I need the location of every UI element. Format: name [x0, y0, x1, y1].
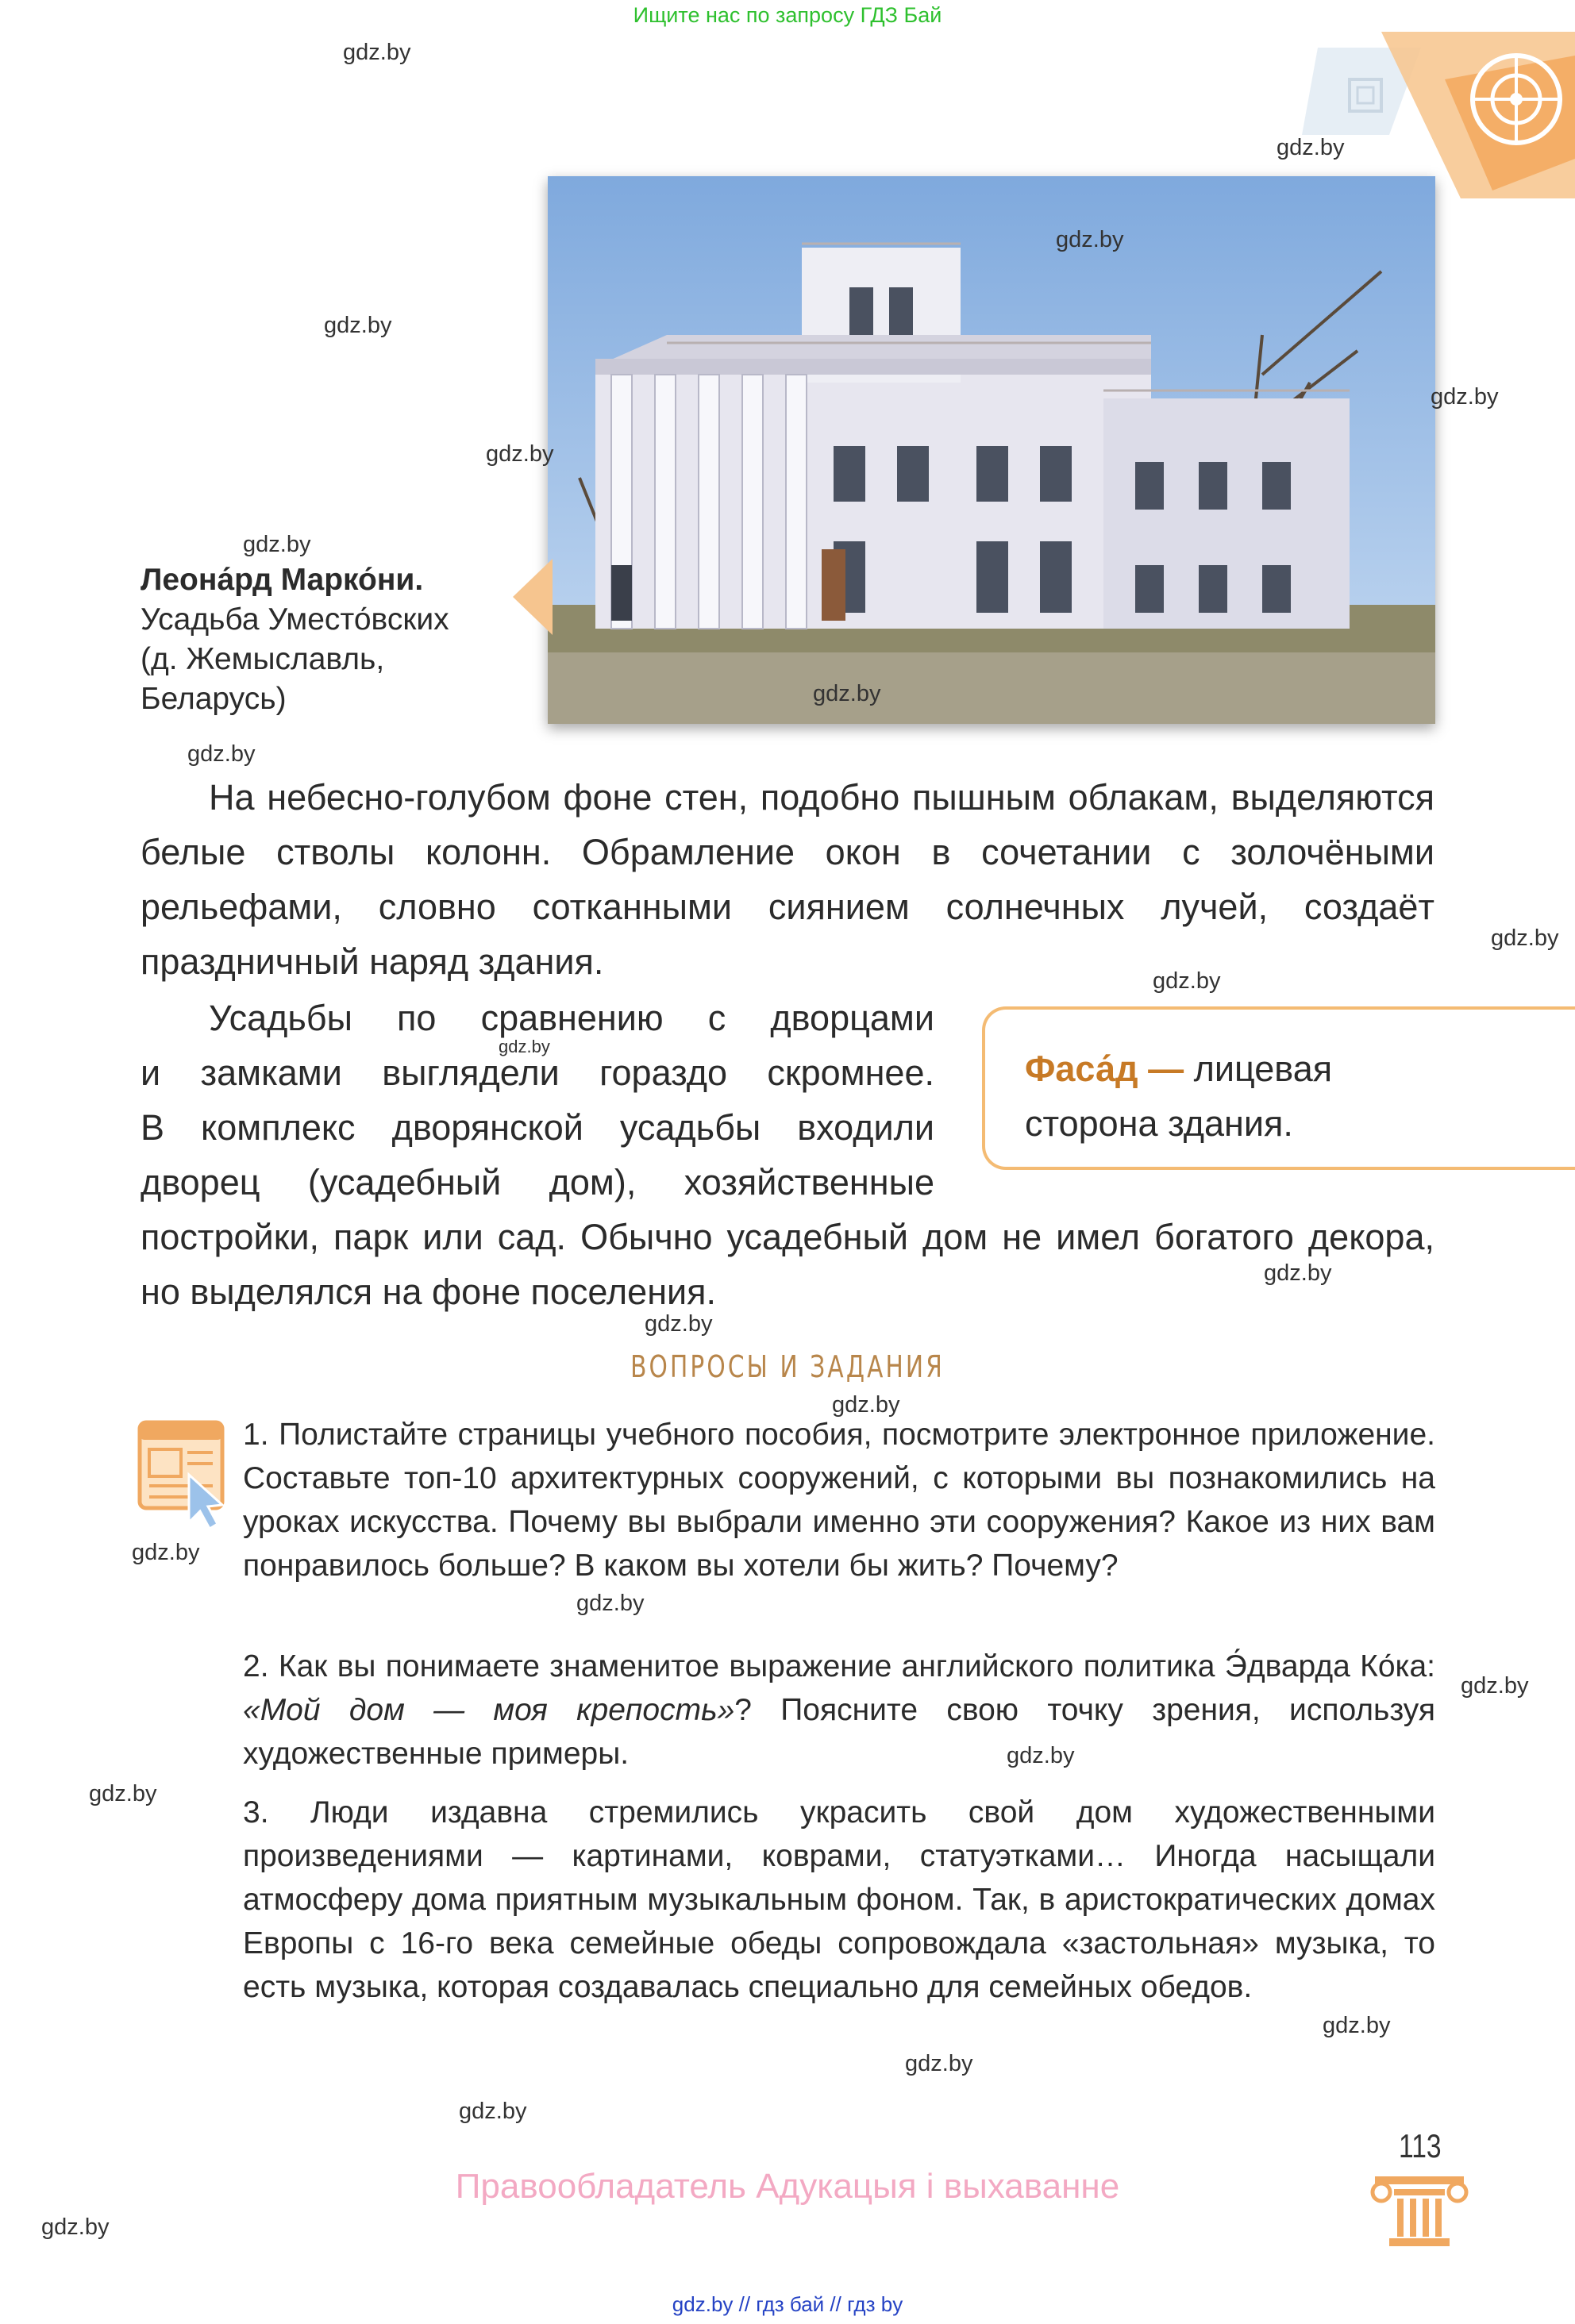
- watermark: gdz.by: [459, 2099, 527, 2124]
- watermark: gdz.by: [1431, 384, 1499, 410]
- paragraph-2-line-2: и замками выглядели гораздо скромнее.: [141, 1052, 934, 1093]
- manor-photo: [548, 176, 1435, 724]
- definition-term: Фаса́д —: [1025, 1048, 1184, 1089]
- definition-box: [982, 1006, 1575, 1170]
- watermark: gdz.by: [132, 1540, 200, 1565]
- watermark: gdz.by: [1007, 1743, 1075, 1768]
- paragraph-2-line-4: дворец (усадебный дом), хозяйственные: [141, 1162, 934, 1202]
- watermark: gdz.by: [486, 441, 554, 467]
- task-2-start: 2. Как вы понимаете знаменитое выражение английского политика Э́дварда Ко́ка:: [243, 1649, 1435, 1683]
- photo-caption: [141, 560, 449, 719]
- caption-line-2: (д. Жемыславль,: [141, 642, 385, 676]
- task-3: [243, 1791, 1435, 2009]
- task-3-text: 3. Люди издавна стремились украсить свой дом художественными произведениями — картинами, коврами, статуэтками… Иногда насыщали атмосферу дома приятным музыкальным фоном. Так, в аристократических домах Европы с 16-го века семейные обеды сопровождала «застольная» музыка, то есть музыка, которая создавалась специально для семейных обедов.: [243, 1795, 1435, 2004]
- paragraph-2-line-1: Усадьбы по сравнению с дворцами: [209, 998, 934, 1038]
- task-1-text: 1. Полистайте страницы учебного пособия, посмотрите электронное приложение. Составьте топ-10 архитектурных сооружений, с которыми вы познакомились на уроках искусства. Почему вы выбрали именно эти сооружения? Какое из них вам понравилось больше? В каком вы хотели бы жить? Почему?: [243, 1418, 1435, 1583]
- document-cursor-icon: [137, 1419, 230, 1530]
- watermark: gdz.by: [645, 1311, 713, 1337]
- watermark: gdz.by: [1461, 1673, 1529, 1699]
- watermark: gdz.by: [324, 313, 392, 338]
- pattern-decoration-icon: [1302, 32, 1575, 198]
- definition-text: [1025, 1041, 1332, 1151]
- definition-desc: лицевая: [1184, 1048, 1333, 1089]
- rights-holder: Правообладатель Адукацыя і выхаванне: [455, 2167, 1120, 2206]
- paragraph-1-text: На небесно-голубом фоне стен, подобно пышным облакам, выделяются белые стволы колонн. Обрамление окон в сочетании с золочёными рельефами, словно сотканными сиянием солнечных лучей, создаёт праздничный наряд здания.: [141, 777, 1434, 982]
- task-2-text: [243, 1645, 1435, 1776]
- caption-line-1: Усадьба Уместо́вских: [141, 602, 449, 637]
- caption-line-3: Беларусь): [141, 682, 287, 716]
- watermark: gdz.by: [187, 741, 256, 767]
- watermark: gdz.by: [1264, 1260, 1332, 1286]
- watermark: gdz.by: [1153, 968, 1221, 994]
- top-banner[interactable]: Ищите нас по запросу ГДЗ Бай: [633, 3, 942, 27]
- watermark: gdz.by: [1323, 2013, 1391, 2038]
- paragraph-1: [141, 770, 1434, 989]
- task-1: [243, 1413, 1435, 1587]
- paragraph-2-line-3: В комплекс дворянской усадьбы входили: [141, 1107, 934, 1148]
- task-2: [243, 1645, 1435, 1776]
- watermark: gdz.by: [499, 1037, 550, 1056]
- watermark: gdz.by: [243, 532, 311, 557]
- watermark: gdz.by: [1277, 135, 1345, 160]
- task-2-quote: «Мой дом — моя крепость»: [243, 1693, 735, 1727]
- caption-author: Леона́рд Марко́ни.: [141, 563, 424, 597]
- watermark: gdz.by: [832, 1392, 900, 1418]
- watermark: gdz.by: [576, 1591, 645, 1616]
- watermark: gdz.by: [41, 2214, 110, 2240]
- task-2-end: ? Поясните свою точку зрения, используя художественные примеры.: [243, 1693, 1435, 1771]
- watermark: gdz.by: [89, 1781, 157, 1806]
- section-heading: ВОПРОСЫ И ЗАДАНИЯ: [630, 1349, 945, 1384]
- paragraph-2-rest: постройки, парк или сад. Обычно усадебный дом не имел богатого декора, но выделялся на фоне поселения.: [141, 1217, 1434, 1312]
- watermark: gdz.by: [343, 40, 411, 65]
- watermark: gdz.by: [905, 2051, 973, 2076]
- watermark: gdz.by: [1056, 227, 1124, 252]
- bottom-links[interactable]: gdz.by // гдз бай // гдз by: [672, 2292, 903, 2316]
- page-number: 113: [1399, 2127, 1442, 2164]
- watermark: gdz.by: [1491, 925, 1559, 951]
- definition-line-2: сторона здания.: [1025, 1103, 1293, 1144]
- caption-pointer-icon: [513, 559, 553, 635]
- watermark: gdz.by: [813, 681, 881, 706]
